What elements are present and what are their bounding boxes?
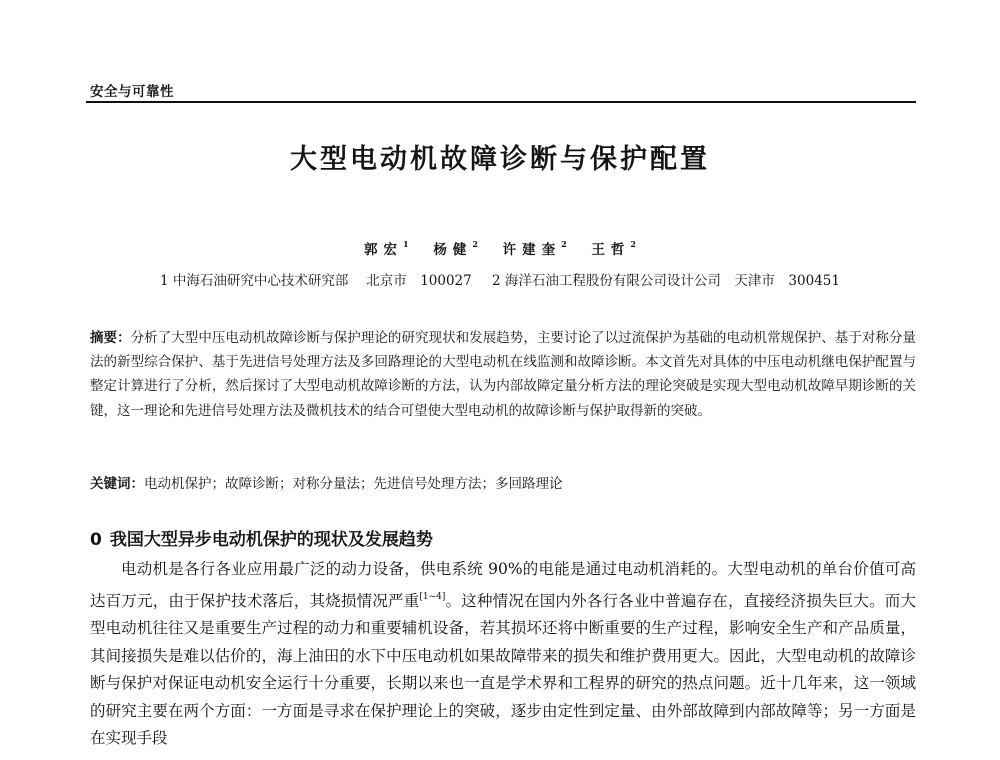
section-title: 我国大型异步电动机保护的现状及发展趋势 (109, 530, 433, 550)
author-list (0, 238, 1000, 258)
author-name: 郭宏 (364, 242, 404, 258)
abstract (90, 326, 916, 423)
author-mark: 2 (472, 239, 478, 249)
author-name: 许建奎 (502, 242, 562, 258)
author-name: 王哲 (591, 242, 631, 258)
author (364, 239, 409, 258)
author-mark: 1 (403, 239, 409, 249)
affiliation: 1 中海石油研究中心技术研究部 北京市 100027 (160, 273, 472, 289)
author-mark: 2 (630, 239, 636, 249)
affiliation: 2 海洋石油工程股份有限公司设计公司 天津市 300451 (492, 273, 840, 289)
header-rule (86, 101, 916, 103)
keywords (90, 472, 916, 492)
author (433, 239, 478, 258)
author (591, 239, 636, 258)
author (502, 239, 567, 258)
body-paragraph (90, 556, 916, 753)
paper-title: 大型电动机故障诊断与保护配置 (290, 144, 710, 175)
body-text-part1: 电动机是各行各业应用最广泛的动力设备，供电系统 90%的电能是通过电动机消耗的。大型电动机的单台价值可高达百万元，由于保护技术落后，其烧损情况严重 (90, 560, 916, 610)
abstract-text: 分析了大型中压电动机故障诊断与保护理论的研究现状和发展趋势，主要讨论了以过流保护为基础的电动机常规保护、基于对称分量法的新型综合保护、基于先进信号处理方法及多回路理论的大型电动机在线监测和故障诊断。本文首先对具体的中压电动机继电保护配置与整定计算进行了分析，然后探讨了大型电动机故障诊断的方法，认为内部故障定量分析方法的理论突破是实现大型电动机故障早期诊断的关键，这一理论和先进信号处理方法及微机技术的结合可望使大型电动机的故障诊断与保护取得新的突破。 (90, 330, 916, 419)
body-text-part2: 。这种情况在国内外各行各业中普遍存在，直接经济损失巨大。而大型电动机往往又是重要生产过程的动力和重要辅机设备，若其损坏还将中断重要的生产过程，影响安全生产和产品质量，其间接损失是难以估价的，海上油田的水下中压电动机如果故障带来的损失和维护费用更大。因此，大型电动机的故障诊断与保护对保证电动机安全运行十分重要，长期以来也一直是学术界和工程界的研究的热点问题。近十几年来，这一领域的研究主要在两个方面：一方面是寻求在保护理论上的突破，逐步由定性到定量、由外部故障到内部故障等；另一方面是在实现手段 (90, 591, 916, 747)
author-mark: 2 (561, 239, 567, 249)
keywords-label: 关键词： (90, 476, 144, 492)
section-tag: 安全与可靠性 (90, 84, 174, 100)
section-heading (90, 525, 433, 550)
section-number: 0 (90, 530, 102, 550)
abstract-label: 摘要： (90, 330, 131, 346)
affiliations (0, 269, 1000, 289)
citation: [1~4] (419, 591, 446, 602)
keywords-text: 电动机保护；故障诊断；对称分量法；先进信号处理方法；多回路理论 (144, 476, 563, 492)
author-name: 杨健 (433, 242, 473, 258)
